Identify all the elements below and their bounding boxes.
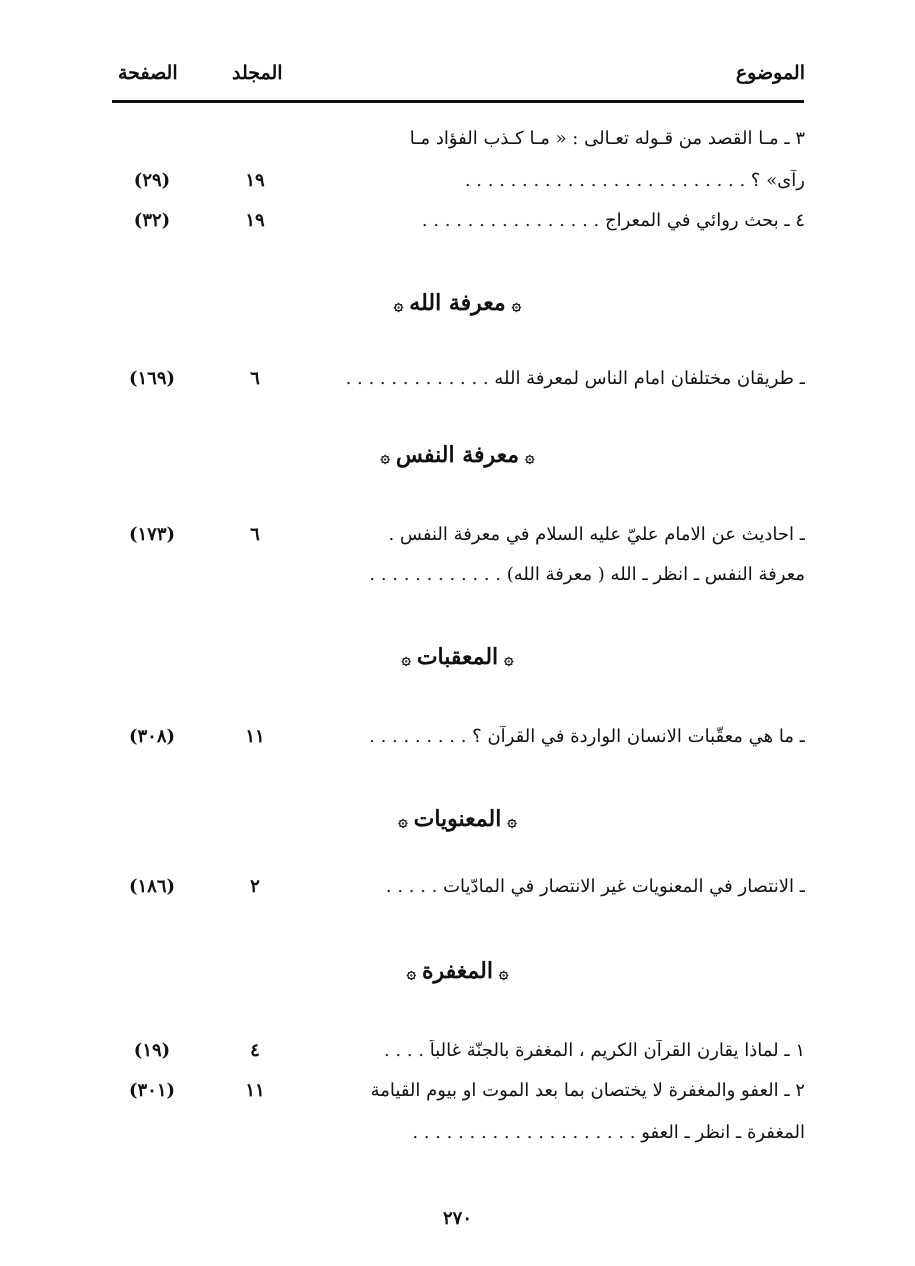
section-heading: ۞المعقبات۞ [401, 644, 514, 670]
index-row [0, 368, 915, 402]
page-footer-number: ٢٧٠ [442, 1208, 472, 1229]
ornament-icon: ۞ [380, 447, 390, 466]
page-number: (١٦٩) [128, 368, 176, 389]
ornament-icon: ۞ [507, 811, 517, 830]
ornament-icon: ۞ [398, 811, 408, 830]
index-row [0, 128, 915, 162]
volume-number: ١٩ [245, 170, 265, 191]
section-heading: ۞معرفة النفس۞ [380, 442, 535, 468]
page-number: (١٨٦) [128, 876, 176, 897]
volume-number: ٤ [250, 1040, 260, 1061]
topic-text: معرفة النفس ـ انظر ـ الله ( معرفة الله) . . . . . . . . . . . . [369, 564, 805, 585]
volume-number: ٢ [250, 876, 260, 897]
ornament-icon: ۞ [406, 963, 417, 982]
ornament-icon: ۞ [525, 447, 535, 466]
section-heading: ۞المغفرة۞ [406, 958, 509, 984]
page-number: (١٧٣) [128, 524, 176, 545]
volume-number: ١٩ [245, 210, 265, 231]
index-row [0, 876, 915, 910]
topic-text: رآى» ؟ . . . . . . . . . . . . . . . . . . . . . . . . . [464, 170, 805, 191]
ornament-icon: ۞ [393, 295, 404, 314]
topic-text: ـ طريقان مختلفان امام الناس لمعرفة الله . . . . . . . . . . . . . [345, 368, 805, 389]
header-page: الصفحة [118, 62, 178, 84]
page-number: (٣٢) [133, 210, 171, 231]
section-heading: ۞معرفة الله۞ [393, 290, 522, 316]
index-row [0, 1080, 915, 1114]
page-number: (٣٠١) [128, 1080, 176, 1101]
header-rule [112, 100, 804, 103]
topic-text: ٤ ـ بحث روائي في المعراج . . . . . . . . . . . . . . . . [421, 210, 805, 231]
volume-number: ١١ [245, 1080, 265, 1101]
header-topic: الموضوع [735, 62, 805, 84]
topic-text: ٢ ـ العفو والمغفرة لا يختصان بما بعد الموت او بيوم القيامة [370, 1080, 805, 1101]
topic-text: ـ ما هي معقّبات الانسان الواردة في القرآن ؟ . . . . . . . . . [369, 726, 805, 747]
index-row [0, 1122, 915, 1156]
page-number: (١٩) [133, 1040, 171, 1061]
topic-text: ٣ ـ مـا القصد من قـوله تعـالى : « مـا كـذب الفؤاد مـا [409, 128, 805, 149]
volume-number: ١١ [245, 726, 265, 747]
ornament-icon: ۞ [504, 649, 514, 668]
section-heading: ۞المعنويات۞ [398, 806, 517, 832]
index-row [0, 210, 915, 244]
index-row [0, 524, 915, 558]
volume-number: ٦ [250, 524, 260, 545]
volume-number: ٦ [250, 368, 260, 389]
index-row [0, 564, 915, 598]
index-row [0, 726, 915, 760]
ornament-icon: ۞ [511, 295, 522, 314]
ornament-icon: ۞ [401, 649, 411, 668]
topic-text: ـ الانتصار في المعنويات غير الانتصار في المادّيات . . . . . [385, 876, 805, 897]
page-number: (٢٩) [133, 170, 171, 191]
topic-text: المغفرة ـ انظر ـ العفو . . . . . . . . . . . . . . . . . . . . [412, 1122, 805, 1143]
topic-text: ـ احاديث عن الامام عليّ عليه السلام في معرفة النفس . [388, 524, 805, 545]
index-row [0, 1040, 915, 1074]
ornament-icon: ۞ [498, 963, 509, 982]
header-volume: المجلد [232, 62, 283, 84]
topic-text: ١ ـ لماذا يقارن القرآن الكريم ، المغفرة بالجنّة غالباً . . . . [383, 1040, 805, 1061]
index-row [0, 170, 915, 204]
page-number: (٣٠٨) [128, 726, 176, 747]
